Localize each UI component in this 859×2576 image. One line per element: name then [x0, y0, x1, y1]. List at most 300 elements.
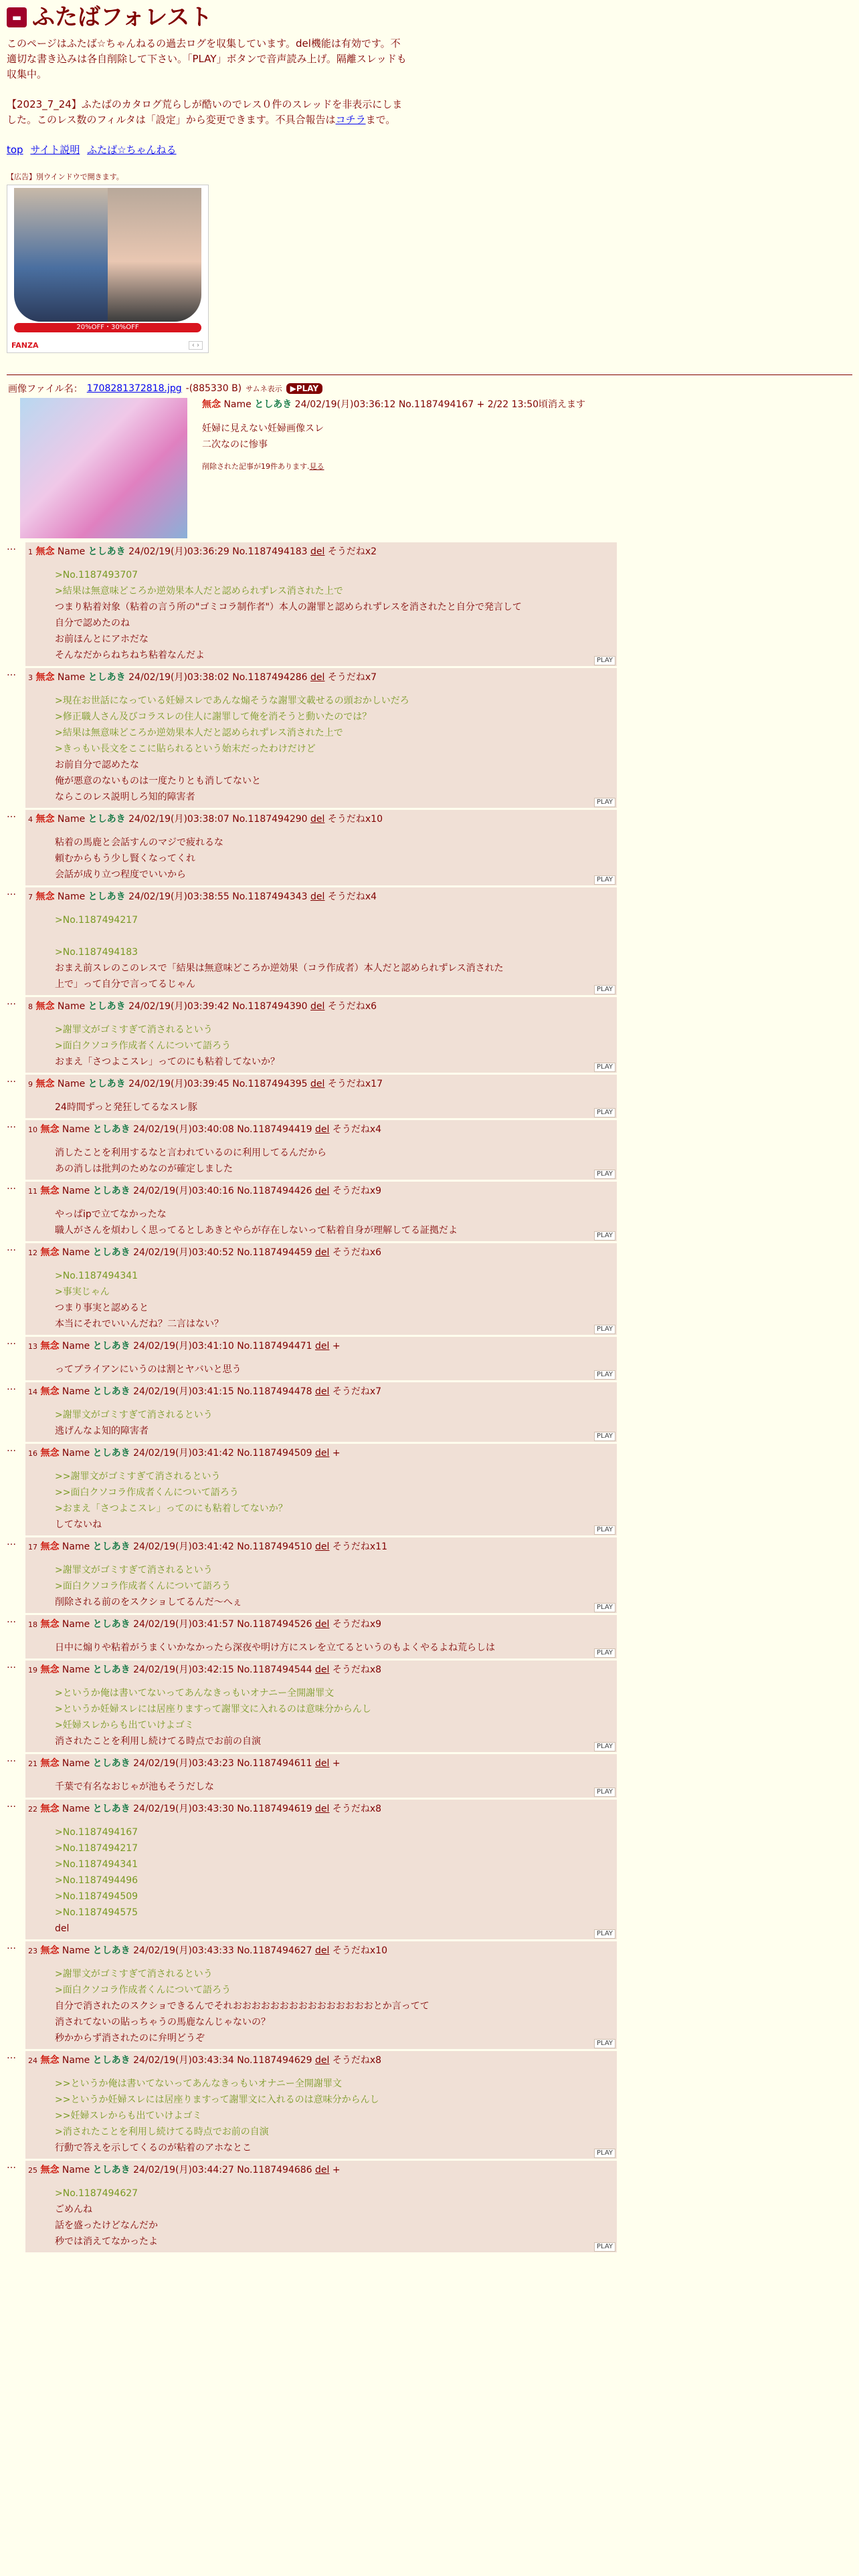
- op-name: としあき: [254, 399, 292, 410]
- reply-index: 10: [28, 1125, 37, 1134]
- reply-play-button[interactable]: PLAY: [594, 1742, 615, 1751]
- reply-number[interactable]: No.1187494629: [237, 2055, 312, 2066]
- reply-name-label: Name: [57, 814, 86, 825]
- reply-line: 自分で消されたのスクショできるんでそれおおおおおおおおおおおおおおおとか言ってて: [55, 2001, 430, 2012]
- reply-play-button[interactable]: PLAY: [594, 1231, 615, 1241]
- reply-header: [28, 1446, 617, 1461]
- reply-quote-line: >消されたことを利用し続けてる時点でお前の自演: [55, 2127, 269, 2137]
- del-link[interactable]: del: [315, 1665, 330, 1675]
- reply-marker: …: [7, 667, 16, 678]
- reply-quote-line: >No.1187493707: [55, 570, 138, 580]
- del-link[interactable]: del: [315, 2055, 330, 2066]
- del-link[interactable]: del: [315, 1386, 330, 1397]
- reply-date: 24/02/19(月)03:43:30: [133, 1804, 234, 1814]
- reply-box: [25, 1337, 617, 1380]
- reply-marker: …: [7, 1074, 16, 1085]
- del-link[interactable]: del: [315, 1758, 330, 1769]
- reply-play-button[interactable]: PLAY: [594, 2149, 615, 2158]
- reply-name: としあき: [92, 1186, 130, 1196]
- reply-line: 消されてないの貼っちゃうの馬鹿なんじゃないの？: [55, 2017, 270, 2028]
- reply-text: [28, 2177, 617, 2252]
- reply-line: 頼むからもう少し賢くなってくれ: [55, 853, 195, 864]
- reply-quote-line: >謝罪文がゴミすぎて消されるという: [55, 1565, 213, 1576]
- op-body: [202, 398, 585, 538]
- reply-number[interactable]: No.1187494526: [237, 1619, 312, 1630]
- reply-date: 24/02/19(月)03:42:15: [133, 1665, 234, 1675]
- reply-quote-line: >No.1187494627: [55, 2188, 138, 2199]
- del-link[interactable]: del: [310, 672, 325, 683]
- reply-subject: 無念: [40, 2165, 60, 2175]
- reply-line: 職人がさんを煩わしく思ってるとしあきとやらが存在しないって粘着自身が理解してる証拠だよ: [55, 1225, 458, 1236]
- reply: [0, 1615, 859, 1658]
- reply-number[interactable]: No.1187494426: [237, 1186, 312, 1196]
- reply-header: [28, 1540, 617, 1554]
- reply-box: [25, 1537, 617, 1613]
- reply: [0, 668, 859, 808]
- reply-name-label: Name: [62, 2165, 90, 2175]
- reply-line: おまえ「さつよこスレ」ってのにも粘着してないか？: [55, 1057, 280, 1067]
- reply-index: 18: [28, 1620, 37, 1629]
- op-name-label: Name: [223, 399, 252, 410]
- reply-subject: 無念: [40, 1124, 60, 1135]
- reply-play-button[interactable]: PLAY: [594, 985, 615, 994]
- reply-name: としあき: [92, 1386, 130, 1397]
- reply-index: 25: [28, 2166, 37, 2175]
- reply-text: [28, 1632, 617, 1658]
- reply-quote-line: >結果は無意味どころか逆効果本人だと認められずレス消された上で: [55, 728, 343, 738]
- reply-header: [28, 2163, 617, 2177]
- reply-subject: 無念: [40, 1448, 60, 1459]
- soudane-button[interactable]: そうだねx2: [327, 546, 377, 557]
- reply-marker: …: [7, 1336, 16, 1347]
- reply-line: 日中に煽りや粘着がうまくいかなかったら深夜や明け方にスレを立てるというのもよくやるよね荒らしは: [55, 1642, 495, 1653]
- reply-marker: …: [7, 809, 16, 820]
- reply-quote-line: >現在お世話になっている妊婦スレであんな煽そうな謝罪文載せるの頭おかしいだろ: [55, 695, 409, 706]
- reply-quote-line: >謝罪文がゴミすぎて消されるという: [55, 1410, 213, 1420]
- reply-date: 24/02/19(月)03:41:42: [133, 1541, 234, 1552]
- reply: [0, 1382, 859, 1442]
- reply: [0, 1537, 859, 1613]
- reply-subject: 無念: [35, 672, 55, 683]
- reply-name-label: Name: [57, 546, 86, 557]
- reply-quote-line: >>謝罪文がゴミすぎて消されるという: [55, 1471, 221, 1482]
- del-link[interactable]: del: [315, 1541, 330, 1552]
- reply-name-label: Name: [62, 1619, 90, 1630]
- soudane-button[interactable]: +: [332, 1448, 341, 1459]
- reply-text: [28, 1354, 617, 1380]
- reply-index: 11: [28, 1187, 37, 1196]
- reply: [0, 997, 859, 1073]
- reply-index: 14: [28, 1388, 37, 1396]
- soudane-button[interactable]: そうだねx8: [332, 1665, 382, 1675]
- op-meta: [202, 398, 585, 411]
- reply-header: [28, 1618, 617, 1632]
- reply-marker: …: [7, 1243, 16, 1253]
- reply-index: 8: [28, 1002, 33, 1011]
- reply-box: [25, 1382, 617, 1442]
- del-link[interactable]: del: [315, 1448, 330, 1459]
- del-link[interactable]: del: [310, 1079, 325, 1089]
- reply-quote-line: >というか妊婦スレには居座りますって謝罪文に入れるのは意味分からんし: [55, 1704, 371, 1715]
- nav-top-link[interactable]: top: [7, 144, 23, 156]
- reply-name-label: Name: [62, 1247, 90, 1258]
- reply-index: 16: [28, 1449, 37, 1458]
- report-link[interactable]: コチラ: [335, 114, 366, 126]
- reply-quote-line: >No.1187494341: [55, 1859, 138, 1870]
- reply-text: [28, 1958, 617, 2049]
- reply-date: 24/02/19(月)03:38:55: [128, 891, 229, 902]
- reply-quote-line: >謝罪文がゴミすぎて消されるという: [55, 1025, 213, 1035]
- soudane-button[interactable]: そうだねx6: [332, 1247, 382, 1258]
- reply-date: 24/02/19(月)03:41:57: [133, 1619, 234, 1630]
- reply-date: 24/02/19(月)03:36:29: [128, 546, 229, 557]
- thumb-note: サムネ表示: [246, 385, 282, 393]
- reply-number[interactable]: No.1187494619: [237, 1804, 312, 1814]
- reply-box: [25, 668, 617, 808]
- reply-line: 24時間ずっと発狂してるなスレ豚: [55, 1102, 197, 1113]
- reply-play-button[interactable]: PLAY: [594, 1525, 615, 1535]
- reply-header: [28, 1385, 617, 1399]
- ad-image[interactable]: [14, 188, 201, 322]
- reply-play-button[interactable]: PLAY: [594, 875, 615, 885]
- ad-discount-banner[interactable]: 20%OFF・30%OFF: [14, 323, 201, 332]
- reply-subject: 無念: [40, 1945, 60, 1956]
- op-play-button[interactable]: ▶PLAY: [286, 383, 323, 394]
- reply-play-button[interactable]: PLAY: [594, 2242, 615, 2252]
- reply-name-label: Name: [62, 1804, 90, 1814]
- reply: [0, 1243, 859, 1335]
- del-link[interactable]: del: [315, 1804, 330, 1814]
- reply-date: 24/02/19(月)03:40:08: [133, 1124, 234, 1135]
- reply-marker: …: [7, 996, 16, 1007]
- top-nav: [7, 142, 852, 156]
- reply-marker: …: [7, 1443, 16, 1454]
- reply-box: [25, 1941, 617, 2049]
- reply-line: 俺が悪意のないものは一度たりとも消してないと: [55, 776, 261, 786]
- reply-quote-line: >修正職人さん及びコラスレの住人に謝罪して俺を消そうと動いたのでは？: [55, 712, 372, 722]
- del-link[interactable]: del: [310, 1001, 325, 1012]
- del-link[interactable]: del: [310, 891, 325, 902]
- reply-number[interactable]: No.1187494478: [237, 1386, 312, 1397]
- reply-header: [28, 2054, 617, 2068]
- reply-date: 24/02/19(月)03:41:15: [133, 1386, 234, 1397]
- reply-play-button[interactable]: PLAY: [594, 1788, 615, 1797]
- reply-box: [25, 1660, 617, 1752]
- reply-name: としあき: [92, 1804, 130, 1814]
- reply-marker: …: [7, 1181, 16, 1192]
- reply-marker: …: [7, 542, 16, 552]
- reply-date: 24/02/19(月)03:44:27: [133, 2165, 234, 2175]
- reply-marker: …: [7, 887, 16, 897]
- reply-subject: 無念: [35, 1001, 55, 1012]
- reply-header: [28, 1000, 617, 1014]
- file-info: [0, 382, 859, 395]
- reply-quote-line: >No.1187494509: [55, 1891, 138, 1902]
- reply-thread: [0, 542, 859, 2252]
- reply-quote-line: >面白クソコラ作成者くんについて語ろう: [55, 1041, 231, 1051]
- reply-name: としあき: [88, 891, 126, 902]
- reply-number[interactable]: No.1187494509: [237, 1448, 312, 1459]
- reply-date: 24/02/19(月)03:43:34: [133, 2055, 234, 2066]
- reply-box: [25, 1120, 617, 1180]
- reply-marker: …: [7, 1660, 16, 1671]
- intro-text-2-pre: 【2023_7_24】ふたばのカタログ荒らしが酷いのでレス０件のスレッドを非表示にしました。このレス数のフィルタは「設定」から変更できます。不具合報告は: [7, 98, 403, 126]
- reply-quote-line: >>というか俺は書いてないってあんなきっもいオナニー全開謝罪文: [55, 2078, 342, 2089]
- reply-number[interactable]: No.1187494627: [237, 1945, 312, 1956]
- op-post: [0, 398, 859, 538]
- reply-number[interactable]: No.1187494290: [232, 814, 308, 825]
- reply-line: お前ほんとにアホだな: [55, 634, 149, 645]
- reply-line: 消されたことを利用し続けてる時点でお前の自演: [55, 1736, 261, 1747]
- reply-play-button[interactable]: PLAY: [594, 1929, 615, 1939]
- reply-number[interactable]: No.1187494459: [237, 1247, 312, 1258]
- del-link[interactable]: del: [315, 1124, 330, 1135]
- reply-line: お前自分で認めたな: [55, 760, 139, 770]
- reply-subject: 無念: [40, 2055, 60, 2066]
- reply: [0, 1120, 859, 1180]
- site-title: [7, 4, 852, 31]
- reply-play-button[interactable]: PLAY: [594, 798, 615, 807]
- reply-quote-line: >No.1187494183: [55, 947, 138, 958]
- reply-text: [28, 1771, 617, 1798]
- reply-line: del: [55, 1923, 70, 1934]
- reply-header: [28, 890, 617, 904]
- soudane-button[interactable]: そうだねx8: [332, 1804, 382, 1814]
- reply-line: つまり事実と認めると: [55, 1303, 149, 1313]
- reply-index: 3: [28, 673, 33, 682]
- del-link[interactable]: del: [310, 546, 325, 557]
- reply-play-button[interactable]: PLAY: [594, 1325, 615, 1334]
- reply-play-button[interactable]: PLAY: [594, 1432, 615, 1441]
- deleted-note: [202, 461, 585, 471]
- intro-text-2: [7, 97, 408, 128]
- reply-quote-line: >面白クソコラ作成者くんについて語ろう: [55, 1985, 231, 1996]
- reply-index: 24: [28, 2056, 37, 2065]
- soudane-button[interactable]: そうだねx9: [332, 1186, 382, 1196]
- reply-line: ならこのレス説明しろ知的障害者: [55, 792, 195, 802]
- reply-number[interactable]: No.1187494611: [237, 1758, 312, 1769]
- reply-line: おまえ前スレのこのレスで「結果は無意味どころか逆効果（コラ作成者）本人だと認められずレス消された: [55, 963, 504, 974]
- reply-subject: 無念: [40, 1341, 60, 1352]
- reply-subject: 無念: [40, 1247, 60, 1258]
- del-link[interactable]: del: [315, 1186, 330, 1196]
- del-link[interactable]: del: [315, 1945, 330, 1956]
- reply-quote-line: >No.1187494167: [55, 1827, 138, 1838]
- reply-text: [28, 827, 617, 885]
- reply-quote-line: >事実じゃん: [55, 1287, 110, 1297]
- soudane-button[interactable]: そうだねx8: [332, 2055, 382, 2066]
- reply-text: [28, 1399, 617, 1442]
- op-extra: + 2/22 13:50頃消えます: [476, 399, 586, 410]
- site-logo-icon: ▬: [7, 7, 27, 27]
- soudane-button[interactable]: そうだねx9: [332, 1619, 382, 1630]
- reply: [0, 1337, 859, 1380]
- reply-quote-line: >No.1187494217: [55, 1843, 138, 1854]
- reply-index: 13: [28, 1342, 37, 1351]
- reply-play-button[interactable]: PLAY: [594, 1370, 615, 1380]
- reply-box: [25, 1182, 617, 1241]
- reply: [0, 1754, 859, 1798]
- del-link[interactable]: del: [315, 1247, 330, 1258]
- reply-quote-line: >No.1187494496: [55, 1875, 138, 1886]
- ad-label: 【広告】別ウインドウで開きます。: [7, 173, 124, 181]
- soudane-button[interactable]: そうだねx7: [332, 1386, 382, 1397]
- reply-header: [28, 1077, 617, 1091]
- reply-number[interactable]: No.1187494419: [237, 1124, 312, 1135]
- reply-number[interactable]: No.1187494686: [237, 2165, 312, 2175]
- soudane-button[interactable]: そうだねx11: [332, 1541, 387, 1552]
- reply-number[interactable]: No.1187494343: [232, 891, 308, 902]
- ad-pager-icon[interactable]: ‹ ›: [189, 341, 203, 350]
- reply: [0, 1182, 859, 1241]
- soudane-button[interactable]: そうだねx10: [332, 1945, 387, 1956]
- reply-marker: …: [7, 1119, 16, 1130]
- nav-about-link[interactable]: サイト説明: [30, 144, 80, 156]
- reply-play-button[interactable]: PLAY: [594, 656, 615, 665]
- reply-name: としあき: [92, 1945, 130, 1956]
- reply-number[interactable]: No.1187494286: [232, 672, 308, 683]
- reply-quote-line: >>というか妊婦スレには居座りますって謝罪文に入れるのは意味分からんし: [55, 2095, 379, 2105]
- reply-marker: …: [7, 1799, 16, 1810]
- file-label: 画像ファイル名：: [8, 384, 83, 395]
- reply-line: 千葉で有名なおじゃが池もそうだしな: [55, 1782, 214, 1792]
- reply-line: 逃げんなよ知的障害者: [55, 1426, 149, 1436]
- reply-header: [28, 813, 617, 827]
- del-link[interactable]: del: [315, 1341, 330, 1352]
- soudane-button[interactable]: そうだねx6: [327, 1001, 377, 1012]
- reply-text: [28, 904, 617, 995]
- reply-date: 24/02/19(月)03:40:52: [133, 1247, 234, 1258]
- soudane-button[interactable]: そうだねx10: [327, 814, 383, 825]
- reply-text: [28, 1554, 617, 1613]
- reply-text: [28, 1461, 617, 1535]
- del-link[interactable]: del: [315, 1619, 330, 1630]
- reply: [0, 1660, 859, 1752]
- reply-name: としあき: [92, 1758, 130, 1769]
- soudane-button[interactable]: +: [332, 1341, 341, 1352]
- reply-name: としあき: [92, 2055, 130, 2066]
- reply-text: [28, 1198, 617, 1241]
- ad-banner[interactable]: [7, 185, 209, 353]
- intro: [7, 36, 408, 128]
- reply-name-label: Name: [62, 1124, 90, 1135]
- reply-line: 秒では消えてなかったよ: [55, 2236, 158, 2247]
- reply-name-label: Name: [57, 1079, 86, 1089]
- reply-header: [28, 545, 617, 559]
- nav-futaba-link[interactable]: ふたば☆ちゃんねる: [87, 144, 177, 156]
- reply-line: [55, 928, 590, 944]
- deleted-view-link[interactable]: 見る: [309, 462, 324, 471]
- reply-header: [28, 671, 617, 685]
- soudane-button[interactable]: そうだねx4: [332, 1124, 382, 1135]
- reply-index: 21: [28, 1759, 37, 1768]
- reply-marker: …: [7, 1382, 16, 1392]
- reply-name: としあき: [88, 546, 126, 557]
- reply-line: そんなだからねちねち粘着なんだよ: [55, 650, 205, 661]
- reply-subject: 無念: [40, 1619, 60, 1630]
- del-link[interactable]: del: [310, 814, 325, 825]
- reply-index: 7: [28, 893, 33, 901]
- reply-name-label: Name: [62, 1448, 90, 1459]
- reply-header: [28, 1802, 617, 1816]
- op-thumbnail-image[interactable]: [20, 398, 187, 538]
- reply-name-label: Name: [57, 1001, 86, 1012]
- reply-name-label: Name: [62, 1541, 90, 1552]
- reply: [0, 1800, 859, 1939]
- ad-brand-logo: FANZA: [11, 341, 39, 350]
- reply-line: 秒かからず消されたのに弁明どうぞ: [55, 2033, 205, 2044]
- reply: [0, 2051, 859, 2159]
- reply-play-button[interactable]: PLAY: [594, 2039, 615, 2048]
- reply-header: [28, 1246, 617, 1260]
- reply-quote-line: >面白クソコラ作成者くんについて語ろう: [55, 1581, 231, 1592]
- reply: [0, 887, 859, 995]
- reply-text: [28, 1816, 617, 1939]
- reply-box: [25, 1444, 617, 1535]
- reply-number[interactable]: No.1187494510: [237, 1541, 312, 1552]
- file-link[interactable]: 1708281372818.jpg: [86, 383, 182, 394]
- reply: [0, 1444, 859, 1535]
- file-size: -(885330 B): [185, 383, 242, 394]
- reply-text: [28, 559, 617, 666]
- reply-date: 24/02/19(月)03:40:16: [133, 1186, 234, 1196]
- reply-name-label: Name: [62, 1758, 90, 1769]
- reply-box: [25, 1075, 617, 1118]
- reply-index: 19: [28, 1666, 37, 1675]
- divider: [7, 374, 852, 375]
- reply-line: 自分で認めたのね: [55, 618, 130, 629]
- reply-play-button[interactable]: PLAY: [594, 1063, 615, 1072]
- reply-number[interactable]: No.1187494395: [232, 1079, 308, 1089]
- reply-marker: …: [7, 1753, 16, 1764]
- reply-line: してないね: [55, 1519, 102, 1530]
- op-number[interactable]: No.1187494167: [398, 399, 474, 410]
- reply-number[interactable]: No.1187494390: [232, 1001, 308, 1012]
- reply-quote-line: >No.1187494217: [55, 915, 138, 926]
- soudane-button[interactable]: +: [332, 1758, 341, 1769]
- reply-marker: …: [7, 2160, 16, 2171]
- reply-text: [28, 1137, 617, 1180]
- reply: [0, 542, 859, 666]
- reply-name: としあき: [92, 1448, 130, 1459]
- reply-marker: …: [7, 1537, 16, 1547]
- reply-subject: 無念: [40, 1665, 60, 1675]
- deleted-text: 削除された記事が19件あります.: [202, 462, 310, 471]
- soudane-button[interactable]: そうだねx7: [327, 672, 377, 683]
- reply-text: [28, 685, 617, 808]
- reply-number[interactable]: No.1187494471: [237, 1341, 312, 1352]
- reply-index: 23: [28, 1947, 37, 1955]
- op-subject: 無念: [202, 399, 221, 410]
- reply-name-label: Name: [62, 2055, 90, 2066]
- reply-play-button[interactable]: PLAY: [594, 1108, 615, 1117]
- reply-quote-line: >>妊婦スレからも出ていけよゴミ: [55, 2111, 202, 2121]
- reply-number[interactable]: No.1187494183: [232, 546, 308, 557]
- reply-number[interactable]: No.1187494544: [237, 1665, 312, 1675]
- reply-index: 22: [28, 1805, 37, 1814]
- reply-date: 24/02/19(月)03:43:33: [133, 1945, 234, 1956]
- soudane-button[interactable]: そうだねx4: [327, 891, 377, 902]
- del-link[interactable]: del: [315, 2165, 330, 2175]
- reply-play-button[interactable]: PLAY: [594, 1648, 615, 1658]
- soudane-button[interactable]: +: [332, 2165, 341, 2175]
- reply-text: [28, 1014, 617, 1073]
- soudane-button[interactable]: そうだねx17: [327, 1079, 383, 1089]
- reply-play-button[interactable]: PLAY: [594, 1170, 615, 1179]
- reply-name: としあき: [88, 672, 126, 683]
- reply-header: [28, 1663, 617, 1677]
- reply-play-button[interactable]: PLAY: [594, 1603, 615, 1612]
